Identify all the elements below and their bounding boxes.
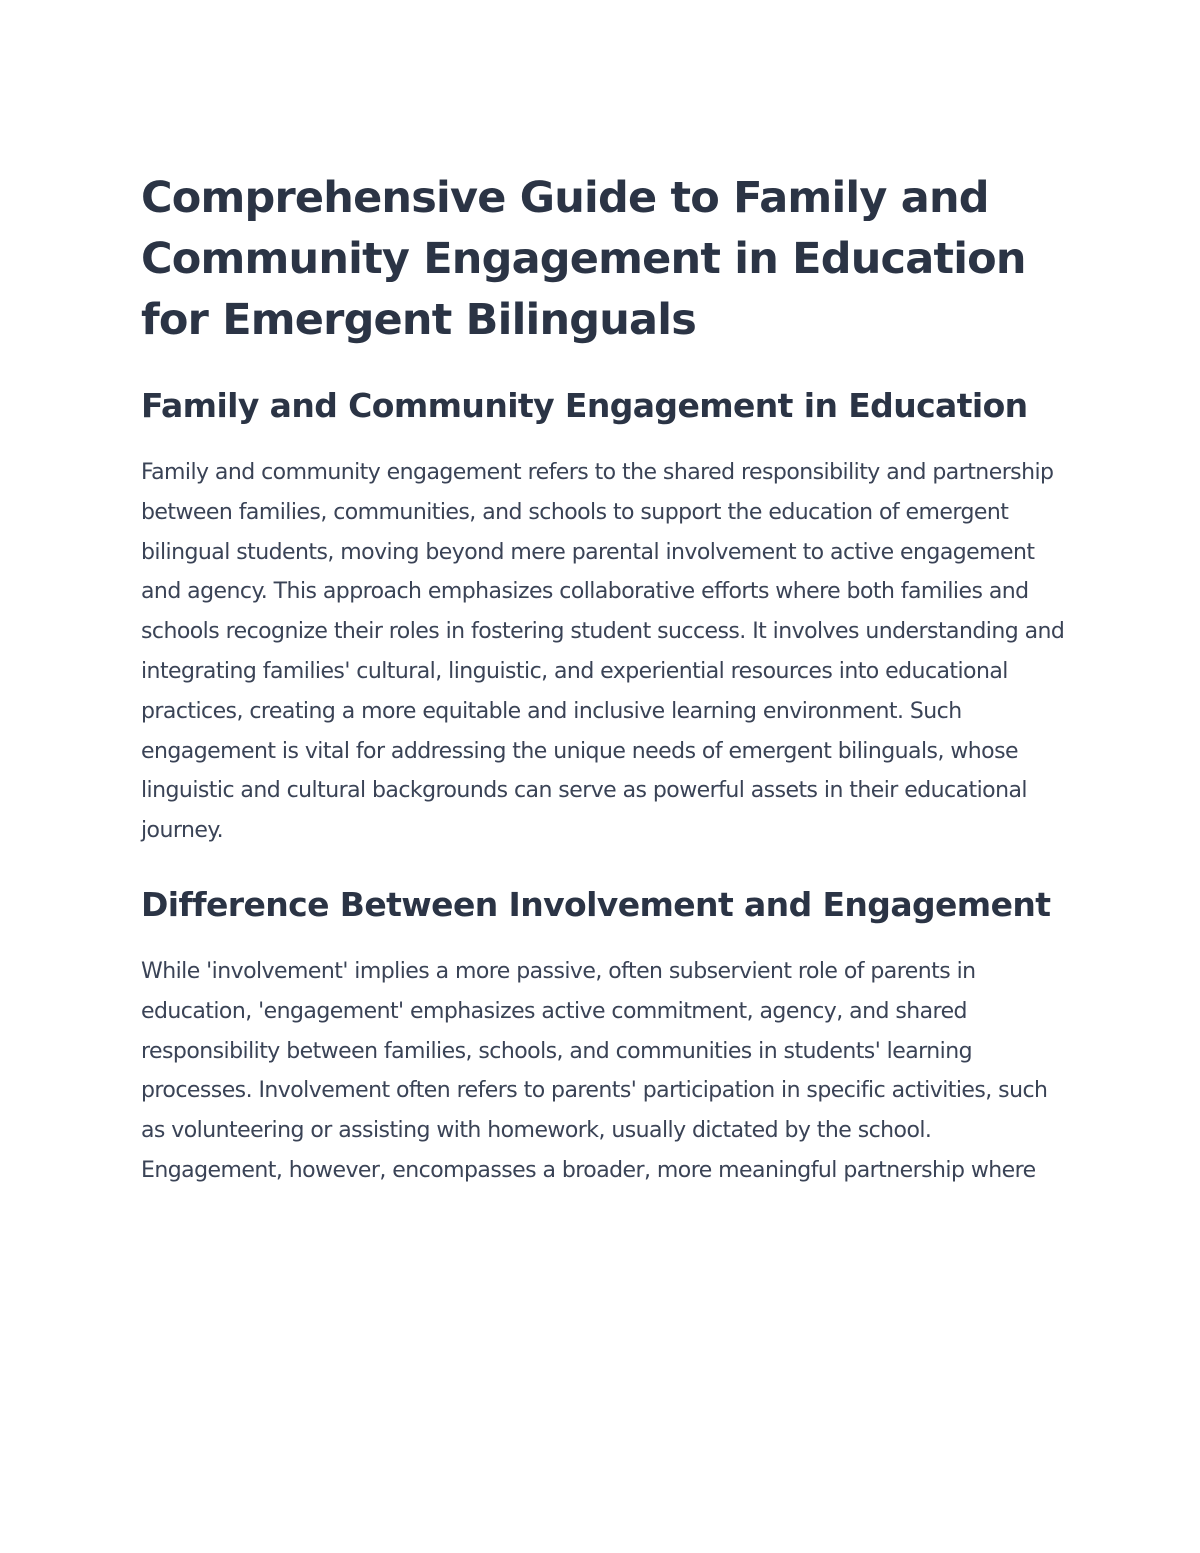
document-title: Comprehensive Guide to Family and Community Engagement in Education for Emergent Bilinguals — [141, 173, 1026, 345]
document-page — [141, 168, 1066, 1191]
section-heading-engagement-in-education: Family and Community Engagement in Education — [141, 386, 1028, 425]
section-heading-involvement-vs-engagement: Difference Between Involvement and Engagement — [141, 884, 1051, 924]
section-paragraph-engagement-in-education: Family and community engagement refers to the shared responsibility and partnership between families, communities, and schools to support the education of emergent bilingual students, moving beyond mere parental involvement to active engagement and agency. This approach emphasizes collaborative efforts where both families and schools recognize their roles in fostering student success. It involves understanding and integrating families' cultural, linguistic, and experiential resources into educational practices, creating a more equitable and inclusive learning environment. Such engagement is vital for addressing the unique needs of emergent bilinguals, whose linguistic and cultural backgrounds can serve as powerful assets in their educational journey. — [141, 460, 1065, 844]
section-paragraph-involvement-vs-engagement: While 'involvement' implies a more passive, often subservient role of parents in education, 'engagement' emphasizes active commitment, agency, and shared responsibility between families, schools, and communities in students' learning processes. Involvement often refers to parents' participation in specific activities, such as volunteering or assisting with homework, usually dictated by the school. Engagement, however, encompasses a broader, more meaningful partnership where — [141, 958, 1048, 1183]
